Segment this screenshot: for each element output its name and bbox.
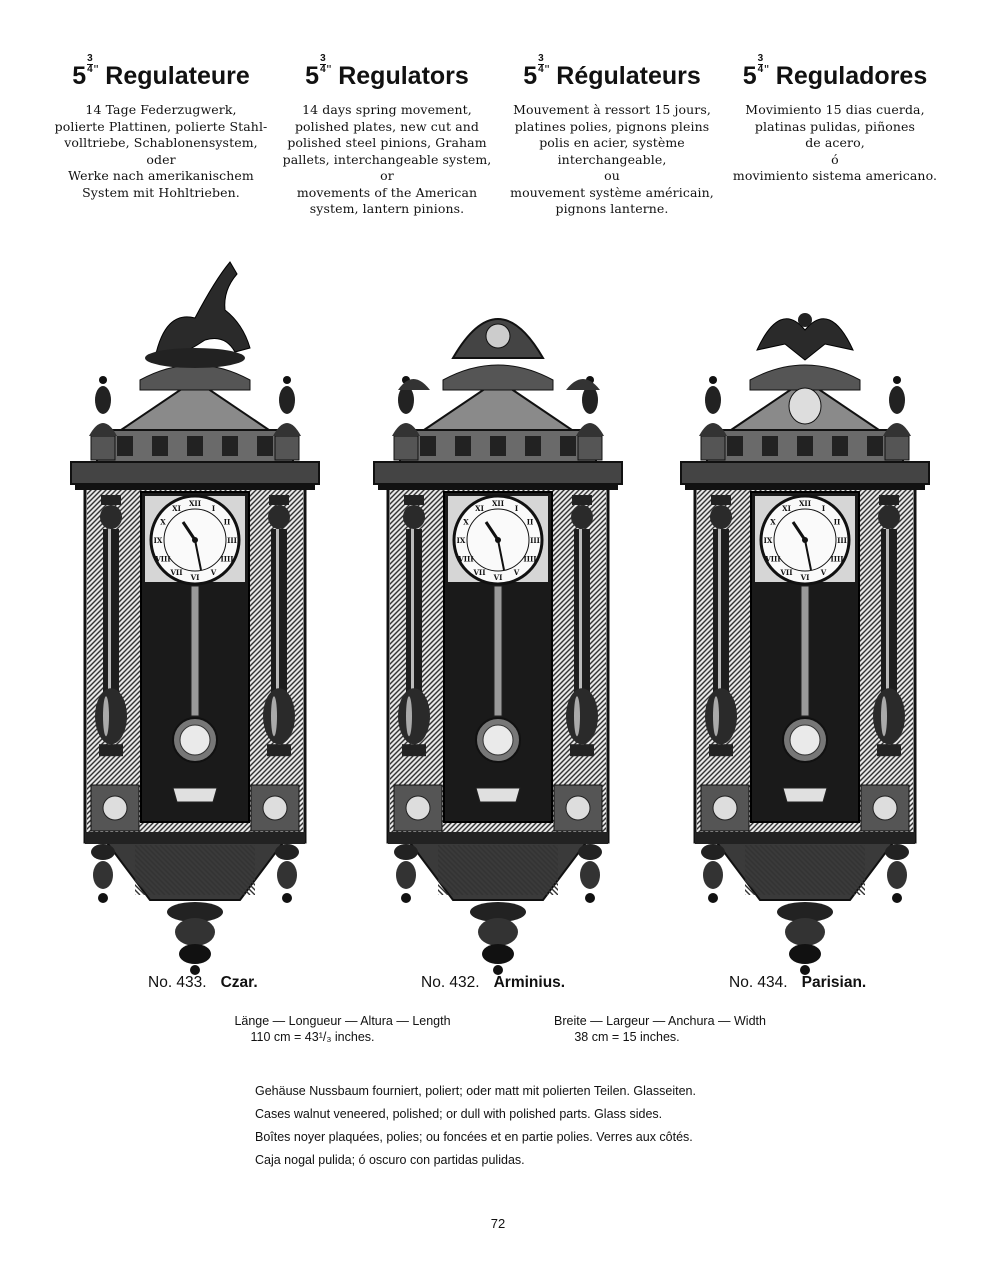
drop-finial-right	[275, 844, 299, 860]
dial-numeral: V	[210, 568, 217, 578]
clock-body	[675, 313, 935, 975]
column-capital	[711, 495, 731, 505]
urn-tip-left	[99, 376, 107, 384]
column-bulb	[398, 688, 430, 744]
urn-body-left	[89, 423, 117, 436]
length-value: 110 cm = 43¹/₃ inches.	[250, 1030, 375, 1044]
column-capital	[404, 495, 424, 505]
dial-numeral: XII	[799, 499, 811, 508]
column-ring	[878, 505, 900, 529]
cornice	[71, 462, 319, 484]
column-bulb-highlight	[881, 696, 887, 736]
urn-finial-left	[95, 386, 111, 414]
drop-finial-bulb-left	[93, 861, 113, 889]
column-highlight	[411, 529, 414, 692]
column-bulb	[705, 688, 737, 744]
column-highlight	[579, 529, 582, 692]
rosette-right	[873, 796, 897, 820]
column-bulb	[566, 688, 598, 744]
column-description: 14 days spring movement, polished plates, new cut and polished steel pinions, Graham pallets, interchangeable system, or movements of the American system, lantern pinions.	[282, 102, 492, 216]
pendulum-bracket	[783, 788, 827, 802]
column-highlight	[718, 529, 721, 692]
column-highlight	[276, 529, 279, 692]
horse-icon	[155, 262, 250, 358]
drop-finial-left	[394, 844, 418, 860]
rosette-left	[406, 796, 430, 820]
frieze-baluster	[797, 436, 813, 456]
drop-finial-tip-right	[282, 893, 292, 903]
urn-body-left	[699, 423, 727, 436]
pendulum-bracket	[476, 788, 520, 802]
urn-finial-right	[279, 386, 295, 414]
frieze-baluster	[455, 436, 471, 456]
case-bottom-molding	[85, 832, 305, 844]
dial-numeral: VII	[473, 568, 486, 578]
urn-finial-left	[398, 386, 414, 414]
bottom-finial-tip	[789, 944, 821, 964]
frieze-baluster	[187, 436, 203, 456]
case-line-spanish: Caja nogal pulida; ó oscuro con partidas pulidas.	[255, 1153, 525, 1167]
column-ring	[571, 505, 593, 529]
drop-finial-tip-left	[401, 893, 411, 903]
column-ring	[403, 505, 425, 529]
cornice-underside	[685, 484, 925, 490]
urn-tip-right	[893, 376, 901, 384]
model-number: No. 433.	[148, 974, 207, 991]
dial-numeral: X	[463, 517, 469, 527]
dial-numeral: IX	[153, 536, 163, 545]
urn-finial-right	[582, 386, 598, 414]
column-title: 5 $\frac{3}{4}$ " Regulateure	[72, 53, 250, 90]
dimension-width	[540, 1013, 780, 1045]
clock-czar-illustration	[65, 240, 325, 975]
dial-numeral: VIII	[765, 554, 781, 564]
width-label: Breite — Largeur — Anchura — Width	[554, 1014, 766, 1028]
case-line-german: Gehäuse Nussbaum fourniert, poliert; oder matt mit polierten Teilen. Glasseiten.	[255, 1084, 696, 1098]
caption-czar	[148, 974, 258, 992]
dial-numeral: I	[514, 503, 519, 513]
frieze-baluster	[117, 436, 133, 456]
dial-numeral: XII	[189, 499, 201, 508]
urn-finial-left	[705, 386, 721, 414]
dial-numeral: III	[530, 536, 540, 545]
case-bottom-molding	[388, 832, 608, 844]
dial-numeral: VIII	[155, 554, 171, 564]
dial-numeral: I	[211, 503, 216, 513]
column-base	[99, 744, 123, 756]
pendulum-bracket	[173, 788, 217, 802]
column-base	[267, 744, 291, 756]
column-bulb	[873, 688, 905, 744]
frieze-baluster	[222, 436, 238, 456]
drop-finial-bulb-left	[396, 861, 416, 889]
horse-base	[145, 348, 245, 368]
dial-numeral: V	[820, 568, 827, 578]
dial-numeral: II	[526, 517, 534, 527]
crest-board	[750, 365, 860, 390]
header-column-english	[271, 52, 503, 218]
frieze-baluster	[420, 436, 436, 456]
urn-plinth-left	[91, 436, 115, 460]
dial-numeral: IIII	[830, 554, 844, 564]
column-bulb-highlight	[103, 696, 109, 736]
frieze-baluster	[867, 436, 883, 456]
column-capital	[572, 495, 592, 505]
dial-numeral: II	[223, 517, 231, 527]
urn-plinth-right	[885, 436, 909, 460]
hand-pivot	[192, 537, 198, 543]
urn-finial-right	[889, 386, 905, 414]
fraction: $\frac{3}{4}$	[320, 53, 326, 75]
column-bulb	[95, 688, 127, 744]
eagle-head	[798, 313, 812, 327]
header-column-french	[496, 52, 728, 218]
dial-numeral: VI	[800, 573, 810, 582]
frieze-baluster	[832, 436, 848, 456]
rosette-right	[566, 796, 590, 820]
urn-plinth-right	[578, 436, 602, 460]
dial-numeral: XI	[475, 503, 484, 513]
pendulum-rod	[191, 586, 199, 716]
dial-numeral: IIII	[220, 554, 234, 564]
hand-pivot	[802, 537, 808, 543]
column-title: 5 $\frac{3}{4}$ " Reguladores	[742, 53, 928, 90]
caption-parisian	[729, 974, 866, 992]
rosette-right	[263, 796, 287, 820]
column-capital	[879, 495, 899, 505]
dial-numeral: X	[770, 517, 776, 527]
column-bulb-highlight	[574, 696, 580, 736]
column-base	[709, 744, 733, 756]
case-descriptions	[255, 1080, 696, 1172]
bottom-finial-bulb	[785, 918, 825, 946]
header-column-german	[45, 52, 277, 201]
model-name: Arminius.	[493, 974, 566, 991]
drop-finial-left	[91, 844, 115, 860]
urn-tip-right	[283, 376, 291, 384]
column-bulb	[263, 688, 295, 744]
urn-plinth-right	[275, 436, 299, 460]
cornice-underside	[378, 484, 618, 490]
column-description: Mouvement à ressort 15 jours, platines polies, pignons pleins polis en acier, système interchangeable, ou mouvement système américain, pignons lanterne.	[510, 102, 714, 216]
urn-plinth-left	[394, 436, 418, 460]
dial-numeral: IIII	[523, 554, 537, 564]
column-base	[570, 744, 594, 756]
bottom-finial-bulb	[175, 918, 215, 946]
frieze-baluster	[727, 436, 743, 456]
dial-numeral: XI	[172, 503, 181, 513]
drop-finial-bulb-right	[887, 861, 907, 889]
drop-finial-tip-right	[892, 893, 902, 903]
urn-body-right	[273, 423, 301, 436]
fraction: $\frac{3}{4}$	[757, 53, 764, 75]
case-bottom-molding	[695, 832, 915, 844]
crest-board	[443, 365, 553, 390]
drop-finial-tip-left	[98, 893, 108, 903]
rosette-left	[713, 796, 737, 820]
dial-numeral: VIII	[458, 554, 474, 564]
column-bulb-highlight	[713, 696, 719, 736]
dial-numeral: I	[821, 503, 826, 513]
pendulum-rod	[494, 586, 502, 716]
column-ring	[100, 505, 122, 529]
column-ring	[710, 505, 732, 529]
column-bulb-highlight	[271, 696, 277, 736]
dial-numeral: II	[833, 517, 841, 527]
crest-center	[486, 324, 510, 348]
column-ring	[268, 505, 290, 529]
pendulum-bob-face	[483, 725, 513, 755]
length-label: Länge — Longueur — Altura — Length	[234, 1014, 451, 1028]
clock-body	[368, 319, 628, 975]
dial-numeral: V	[513, 568, 520, 578]
cornice	[681, 462, 929, 484]
drop-finial-tip-left	[708, 893, 718, 903]
column-capital	[269, 495, 289, 505]
drop-finial-tip-right	[585, 893, 595, 903]
frieze-baluster	[560, 436, 576, 456]
fraction: $\frac{3}{4}$	[538, 53, 544, 75]
clock-parisian-illustration	[675, 240, 935, 975]
dial-numeral: XII	[492, 499, 504, 508]
clock-body	[65, 262, 325, 975]
frieze-baluster	[762, 436, 778, 456]
column-highlight	[108, 529, 111, 692]
page-number: 72	[490, 1216, 506, 1231]
drop-finial-left	[701, 844, 725, 860]
model-name: Czar.	[220, 974, 258, 991]
caption-arminius	[421, 974, 565, 992]
frieze-baluster	[152, 436, 168, 456]
dial-numeral: VI	[493, 573, 503, 582]
dial-numeral: X	[160, 517, 166, 527]
column-description: 14 Tage Federzugwerk, polierte Plattinen, polierte Stahl- volltriebe, Schablonensystem, oder Werke nach amerikanischem System mit Hohltrieben.	[54, 102, 268, 200]
pendulum-rod	[801, 586, 809, 716]
bottom-finial-bulb	[478, 918, 518, 946]
frieze-baluster	[490, 436, 506, 456]
mask-ornament	[789, 388, 821, 424]
dial-numeral: VII	[170, 568, 183, 578]
dial-numeral: XI	[782, 503, 791, 513]
column-base	[402, 744, 426, 756]
header-column-spanish	[719, 52, 951, 185]
column-highlight	[886, 529, 889, 692]
frieze-baluster	[525, 436, 541, 456]
urn-plinth-left	[701, 436, 725, 460]
hand-pivot	[495, 537, 501, 543]
pendulum-bob-face	[180, 725, 210, 755]
column-description: Movimiento 15 dias cuerda, platinas pulidas, piñones de acero, ó movimiento sistema americano.	[732, 102, 938, 183]
model-number: No. 434.	[729, 974, 788, 991]
drop-finial-bulb-right	[580, 861, 600, 889]
pendulum-bob-face	[790, 725, 820, 755]
drop-finial-bulb-right	[277, 861, 297, 889]
drop-finial-right	[885, 844, 909, 860]
column-base	[877, 744, 901, 756]
width-value: 38 cm = 15 inches.	[574, 1030, 680, 1044]
crest-board	[140, 365, 250, 390]
drop-finial-bulb-left	[703, 861, 723, 889]
bottom-finial-tip	[179, 944, 211, 964]
model-name: Parisian.	[801, 974, 867, 991]
dial-numeral: III	[227, 536, 237, 545]
urn-body-right	[576, 423, 604, 436]
urn-body-left	[392, 423, 420, 436]
bird-icon	[566, 379, 600, 390]
drop-finial-right	[578, 844, 602, 860]
fraction: $\frac{3}{4}$	[87, 53, 93, 75]
column-capital	[101, 495, 121, 505]
column-title: 5 $\frac{3}{4}$ " Regulators	[305, 53, 469, 90]
dial-numeral: VI	[190, 573, 200, 582]
column-title: 5 $\frac{3}{4}$ " Régulateurs	[523, 53, 701, 90]
bottom-finial-tip	[482, 944, 514, 964]
model-number: No. 432.	[421, 974, 480, 991]
rosette-left	[103, 796, 127, 820]
dimension-length	[220, 1013, 465, 1045]
cornice	[374, 462, 622, 484]
cornice-underside	[75, 484, 315, 490]
dial-numeral: IX	[456, 536, 466, 545]
case-line-english: Cases walnut veneered, polished; or dull with polished parts. Glass sides.	[255, 1107, 663, 1121]
case-line-french: Boîtes noyer plaquées, polies; ou foncées et en partie polies. Verres aux côtés.	[255, 1130, 693, 1144]
urn-tip-left	[709, 376, 717, 384]
frieze-baluster	[257, 436, 273, 456]
clock-arminius-illustration	[368, 240, 628, 975]
dial-numeral: III	[837, 536, 847, 545]
urn-body-right	[883, 423, 911, 436]
column-bulb-highlight	[406, 696, 412, 736]
dial-numeral: VII	[780, 568, 793, 578]
dial-numeral: IX	[763, 536, 773, 545]
